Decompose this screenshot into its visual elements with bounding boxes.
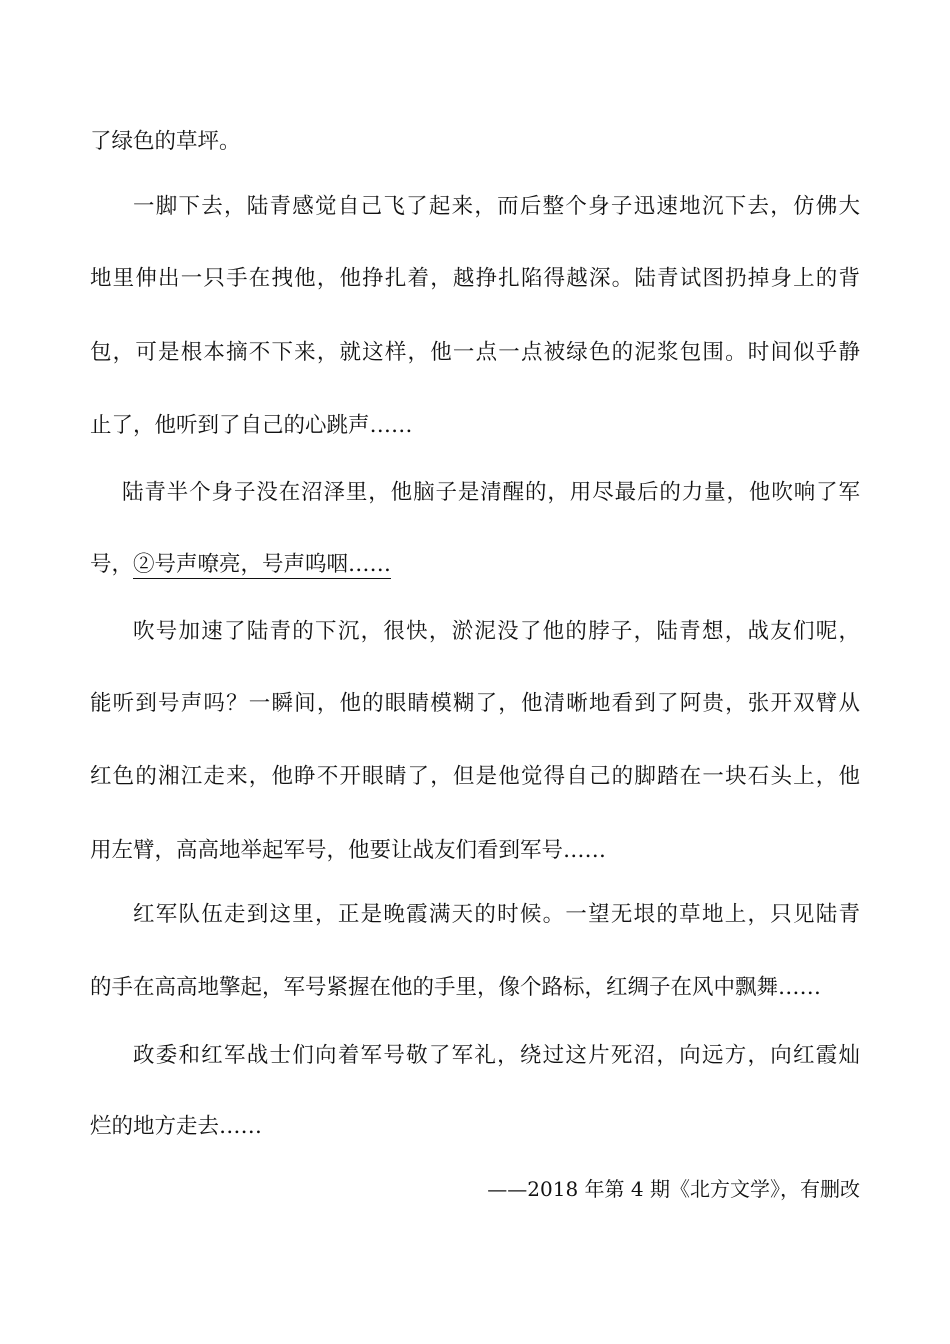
paragraph-line (90, 550, 860, 580)
paragraph-line: 一脚下去，陆青感觉自己飞了起来，而后整个身子迅速地沉下去，仿佛大 (133, 194, 860, 219)
text-fragment: 号， (90, 552, 134, 577)
paragraph-line: 包，可是根本摘不下来，就这样，他一点一点被绿色的泥浆包围。时间似乎静 (90, 340, 860, 365)
paragraph-line: 了绿色的草坪。 (90, 129, 241, 154)
paragraph-line: 政委和红军战士们向着军号敬了军礼，绕过这片死沼，向远方，向红霞灿 (133, 1043, 860, 1068)
paragraph-line: 红军队伍走到这里，正是晚霞满天的时候。一望无垠的草地上，只见陆青 (133, 902, 860, 927)
paragraph-line: 止了，他听到了自己的心跳声…… (90, 413, 413, 438)
paragraph-line: 红色的湘江走来，他睁不开眼睛了，但是他觉得自己的脚踏在一块石头上，他 (90, 764, 860, 789)
paragraph-line: 能听到号声吗？一瞬间，他的眼睛模糊了，他清晰地看到了阿贵，张开双臂从 (90, 691, 860, 716)
underlined-sentence-2: ②号声嘹亮，号声呜咽…… (133, 552, 392, 577)
paragraph-line: 用左臂，高高地举起军号，他要让战友们看到军号…… (90, 838, 607, 863)
paragraph-line: 吹号加速了陆青的下沉，很快，淤泥没了他的脖子，陆青想，战友们呢， (133, 619, 860, 644)
paragraph-line: 的手在高高地擎起，军号紧握在他的手里，像个路标，红绸子在风中飘舞…… (90, 975, 822, 1000)
paragraph-line: 地里伸出一只手在拽他，他挣扎着，越挣扎陷得越深。陆青试图扔掉身上的背 (90, 266, 860, 291)
paragraph-line: 烂的地方走去…… (90, 1114, 263, 1139)
source-citation: ——2018 年第 4 期《北方文学》，有删改 (487, 1177, 860, 1201)
paragraph-line: 陆青半个身子没在沼泽里，他脑子是清醒的，用尽最后的力量，他吹响了军 (122, 480, 860, 505)
